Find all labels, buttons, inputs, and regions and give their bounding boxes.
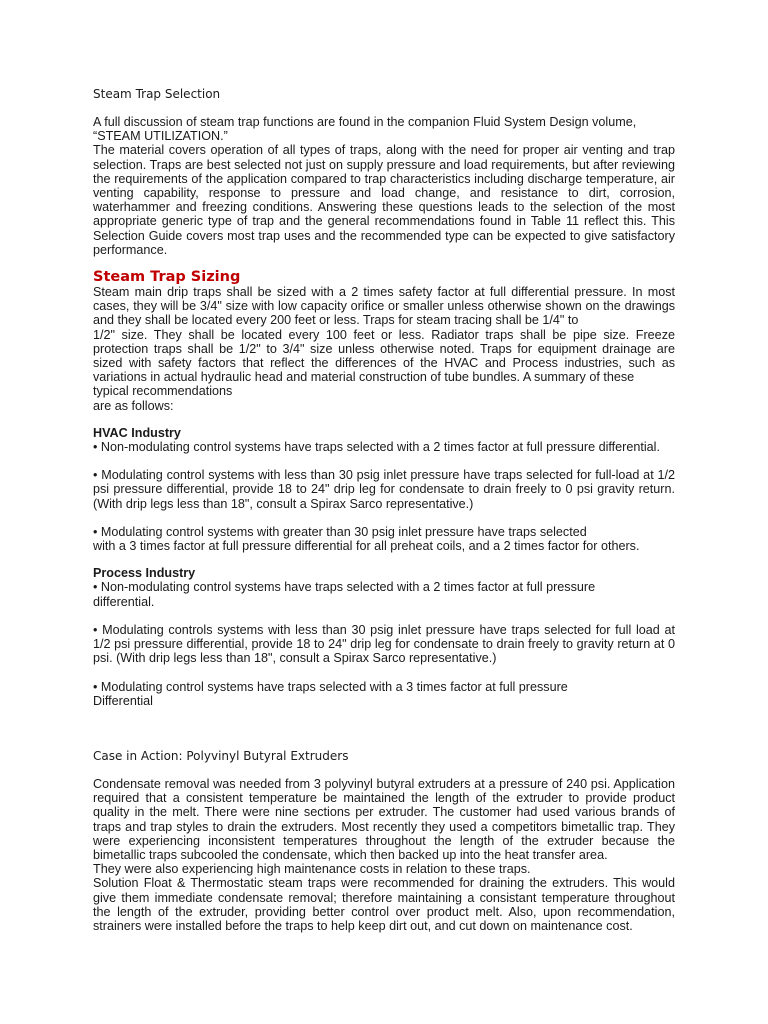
sizing-body-b: 1/2" size. They shall be located every 100 feet or less. Radiator traps shall be pipe size. Freeze protection traps shall be 1/2" to 3/4" size unless otherwise noted. Traps for equipment drainage are sized with safety factors that reflect the differences of the HVAC and Process industries, such as variations in actual hydraulic head and material construction of tube bundles. A summary of these bbox=[93, 327, 675, 385]
case-title: Case in Action: Polyvinyl Butyral Extruders bbox=[93, 748, 349, 763]
hvac-heading: HVAC Industry bbox=[93, 425, 181, 440]
hvac-bullet-3-line1: • Modulating control systems with greater than 30 psig inlet pressure have traps selected bbox=[93, 524, 587, 539]
process-bullet-2: • Modulating controls systems with less than 30 psig inlet pressure have traps selected for full load at 1/2 psi pressure differential, provide 18 to 24" drip leg for condensate to drain freely to gravity return at 0 psi. (With drip legs less than 18", consult a Spirax Sarco representative.) bbox=[93, 622, 675, 666]
hvac-bullet-1: • Non-modulating control systems have traps selected with a 2 times factor at full pressure differential. bbox=[93, 440, 660, 455]
hvac-bullet-3 bbox=[93, 525, 675, 553]
selection-body: The material covers operation of all types of traps, along with the need for proper air venting and trap selection. Traps are best selected not just on supply pressure and load requirements, but after reviewing the requirements of the application compared to trap characteristics including discharge temperature, air venting capability, response to pressure and load change, and resistance to dirt, corrosion, waterhammer and freezing conditions. Answering these questions leads to the selection of the most appropriate generic type of trap and the general recommendations found in Table 11 reflect this. This Selection Guide covers most trap uses and the recommended type can be expected to give satisfactory performance. bbox=[93, 143, 675, 257]
document-page bbox=[93, 86, 675, 933]
process-bullet-1-line2: differential. bbox=[93, 594, 155, 609]
case-body-c: Solution Float & Thermostatic steam traps were recommended for draining the extruders. This would give them immediate condensate removal; therefore maintaining a consistant temperature throughout the length of the extruder, providing better control over product melt. Also, upon recommendation, strainers were installed before the traps to help keep dirt out, and cut down on maintenance cost. bbox=[93, 876, 675, 933]
selection-title: Steam Trap Selection bbox=[93, 87, 221, 101]
process-bullet-3-line2: Differential bbox=[93, 693, 153, 708]
hvac-bullet-2: • Modulating control systems with less than 30 psig inlet pressure have traps selected for full-load at 1/2 psi pressure differential, provide 18 to 24" drip leg for condensate to drain freely to 0 psi gravity return. (With drip legs less than 18", consult a Spirax Sarco representative.) bbox=[93, 468, 675, 511]
sizing-body-d: are as follows: bbox=[93, 398, 174, 413]
process-bullet-1-line1: • Non-modulating control systems have traps selected with a 2 times factor at full pressure bbox=[93, 580, 596, 595]
process-bullet-3 bbox=[93, 680, 675, 708]
sizing-body-c: typical recommendations bbox=[93, 384, 233, 399]
sizing-heading: Steam Trap Sizing bbox=[93, 269, 241, 286]
selection-intro-line1: A full discussion of steam trap functions are found in the companion Fluid System Design volume, bbox=[93, 115, 637, 129]
hvac-bullet-3-line2: with a 3 times factor at full pressure differential for all preheat coils, and a 2 times factor for others. bbox=[93, 539, 640, 554]
sizing-body-a: Steam main drip traps shall be sized with a 2 times safety factor at full differential pressure. In most cases, they will be 3/4" size with low capacity orifice or smaller unless otherwise shown on the drawings and they shall be located every 200 feet or less. Traps for steam tracing shall be 1/4" to bbox=[93, 285, 675, 328]
process-bullet-3-line1: • Modulating control systems have traps selected with a 3 times factor at full pressure bbox=[93, 679, 568, 694]
case-body-a: Condensate removal was needed from 3 polyvinyl butyral extruders at a pressure of 240 psi. Application required that a consistent temperature be maintained the length of the extruder to provide product quality in the melt. There were nine sections per extruder. The customer had used various brands of traps and trap styles to drain the extruders. Most recently they used a competitors bimetallic trap. They were experiencing inconsistent temperatures throughout the length of the extruder because the bimetallic traps subcooled the condensate, which then backed up into the heat transfer area. bbox=[93, 776, 675, 862]
selection-intro bbox=[93, 115, 675, 143]
process-bullet-1 bbox=[93, 580, 675, 608]
selection-intro-line2: “STEAM UTILIZATION.” bbox=[93, 129, 228, 144]
process-heading: Process Industry bbox=[93, 566, 196, 581]
case-body-b: They were also experiencing high maintenance costs in relation to these traps. bbox=[93, 862, 531, 877]
